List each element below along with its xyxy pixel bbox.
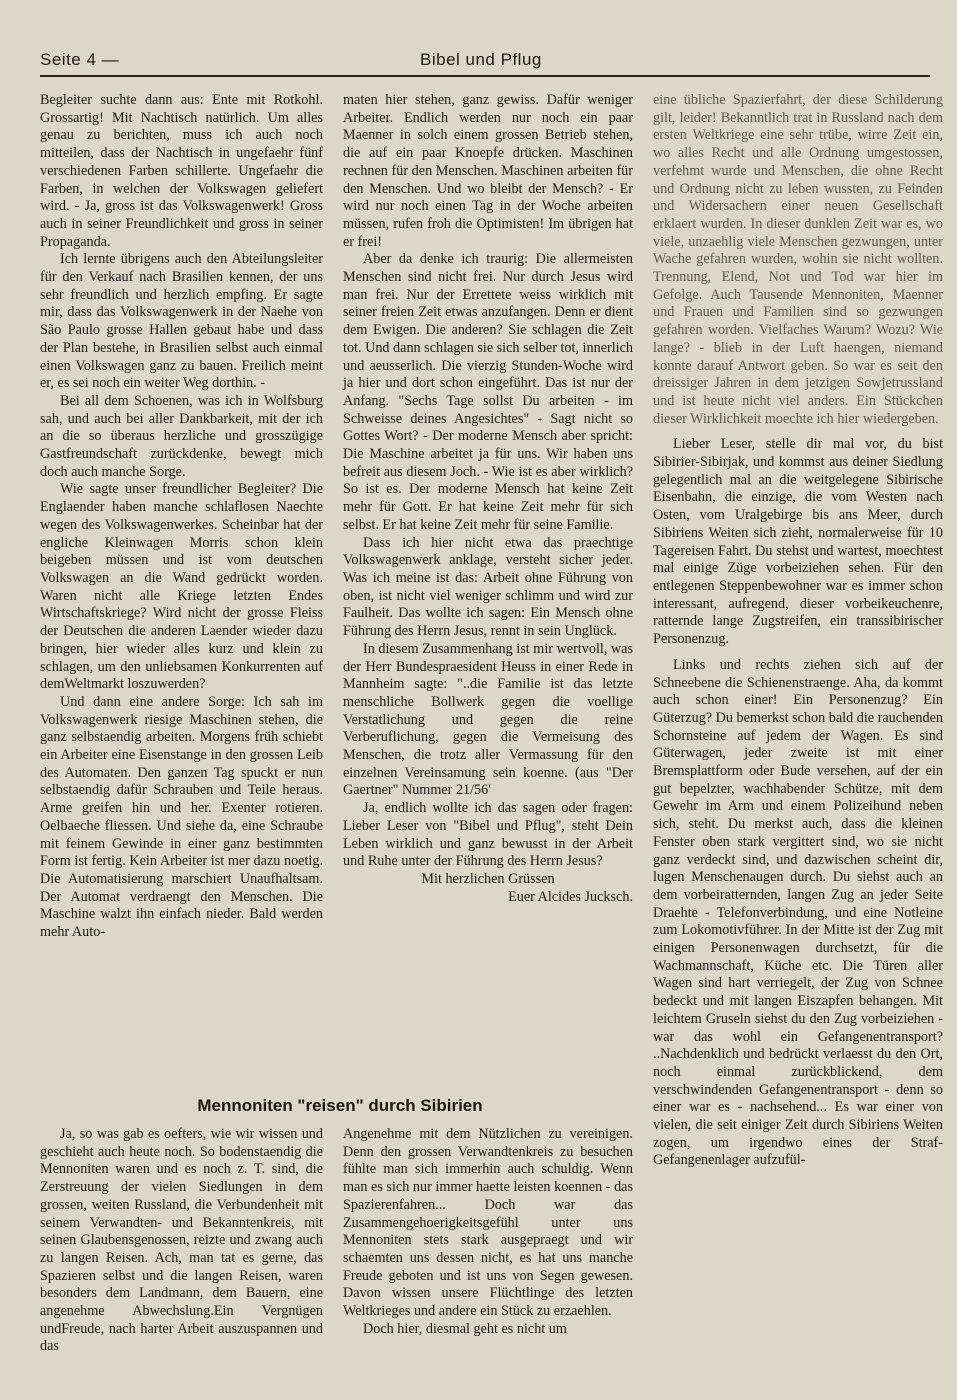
paragraph: Ja, so was gab es oefters, wie wir wissen und geschieht auch heute noch. So bodenstaendig die Mennoniten waren und es noch z. T. sind, die Zerstreuung der vielen Siedlungen in dem grossen, weiten Russland, die Verbundenheit mit seinem Verwandten- und Bekanntenkreis, mit seinen Glaubensgenossen, reizte und zwang auch zu langen Reisen. Ach, man tat es gerne, das Spazieren selbst und die langen Reisen, waren besonders dem Landmann, dem Bauern, eine angenehme Abwechslung.Ein Vergnügen undFreude, nach harter Arbeit auszuspannen und das — [40, 1126, 323, 1355]
paragraph: Links und rechts ziehen sich auf der Schneebene die Schienenstraenge. Aha, da kommt auch schon einer! Ein Personenzug? Ein Güterzug? Du bemerkst schon bald die rauchenden Schornsteine auf jedem der Wagen. Es sind Güterwagen, jeder zweite ist mit einer Bremsplattform oder Bude versehen, auf der ein gut bepelzter, wachhabender Schütze, mit dem Gewehr im Arm und einem Polizeihund neben sich, steht. Du merkst auch, dass die kleinen Fenster oben stark vergittert sind, wo sie nicht ganz verdeckt sind, und dazwischen scheint dir, lugen Menschenaugen durch. Du siehst auch an dem vorbeiratternden, langen Zug an jeder Seite Draehte - Telefonverbindung, und eine Notleine zum Lokomotivführer. In der Mitte ist der Zug mit einigen Personenwagen durchsetzt, für die Wachmannschaft, Küche etc. Die Türen aller Wagen sind hart verriegelt, der Zug von Schnee bedeckt und mit langen Eiszapfen behangen. Mit leichtem Gruseln siehst du den Zug vorbeiziehen - war das wohl ein Gefangenentransport? ..Nachdenklich und bedrückt verlaesst du den Ort, noch einmal zurückblickend, dem verschwindenden Gefangenentransport - denn so einer war es - nachsehend... Es war einer von vielen, die seit einiger Zeit durch Sibiriens Weiten zogen, um irgendwo eines der Straf-Gefangenenlager aufzufül- — [653, 656, 943, 1169]
article-column-1 — [40, 92, 323, 942]
paragraph: Angenehme mit dem Nützlichen zu vereinigen. Denn den grossen Verwandtenkreis zu besuchen fühlte man sich immerhin auch schuldig. Wenn man es sich nur immer haette leisten koennen - das Spazierenfahren... Doch war das Zusammengehoerigkeitsgefühl unter uns Mennoniten stets stark ausgepraegt und wir schaemten uns dessen nicht, es hat uns manche Freude geboten und ist uns von Segen gewesen. Davon wissen unsere Flüchtlinge des letzten Weltkrieges und andere ein Stück zu erzaehlen. — [343, 1126, 633, 1320]
author-signature: Euer Alcides Jucksch. — [508, 888, 633, 905]
article-column-2 — [343, 92, 633, 906]
paragraph: In diesem Zusammenhang ist mir wertvoll, was der Herr Bundespraesident Heuss in einer Rede in Mannheim sagte: "..die Familie ist das letzte menschliche Bollwerk gegen die voellige Verstatlichung und gegen die reine Verberuflichung, gegen die Vermeisung des Menschen, die trotz aller Vermassung für den einzelnen Vereinsamung sein koenne. (aus "Der Gaertner" Nummer 21/56' — [343, 640, 633, 799]
header-rule — [40, 75, 930, 77]
article2-column-3 — [653, 92, 943, 1170]
page-number: Seite 4 — — [40, 50, 120, 69]
page-header — [40, 50, 920, 78]
journal-title: Bibel und Pflug — [420, 50, 542, 69]
paragraph: Aber da denke ich traurig: Die allermeisten Menschen sind nicht frei. Nur durch Jesus wird man frei. Nur der Errettete weiss wirklich mit seiner freien Zeit etwas anzufangen. Denn er dient dem Ewigen. Die anderen? Sie schlagen die Zeit tot. Und dann schlagen sie sich selber tot, innerlich und aeusserlich. Die vierzig Stunden-Woche wird ja hier und dort schon eingeführt. Das ist nur der Anfang. "Sechs Tage sollst Du arbeiten - im Schweisse deines Angesichtes" - Sagt nicht so Gottes Wort? - Der moderne Mensch aber spricht: Die Maschine arbeitet ja für uns. Wir haben uns befreit aus diesem Joch. - Wie ist es aber wirklich? So ist es. Der moderne Mensch hat keine Zeit mehr für Gott. Er hat keine Zeit mehr für sich selbst. Er hat keine Zeit mehr für seine Familie. — [343, 251, 633, 533]
article2-column-1 — [40, 1126, 323, 1356]
paragraph: Und dann eine andere Sorge: Ich sah im Volkswagenwerk riesige Maschinen stehen, die ganz selbstaendig arbeiten. Morgens früh schiebt ein Arbeiter eine Eisenstange in den grossen Leib des Automaten. Den ganzen Tag spuckt er nun selbstaendig dafür Schrauben und Teile heraus. Arme greifen hin und her. Exenter rotieren. Oelbaeche fliessen. Und siehe da, eine Schraube mit feinem Gewinde in einer ganz bestimmten Form ist fertig. Kein Arbeiter ist mer dazu noetig. Die Automatisierung marschiert Unaufhaltsam. Der Automat verdraengt den Menschen. Die Maschine walzt ihn einfach nieder. Bald werden mehr Auto- — [40, 693, 323, 941]
paragraph: Begleiter suchte dann aus: Ente mit Rotkohl. Grossartig! Mit Nachtisch natürlich. Um alles genau zu berichten, muss ich auch noch mitteilen, dass der Nachtisch in ungefaehr fünf verschiedenen Farben schillerte. Ungefaehr die Farben, in welchen der Volkswagen geliefert wird. - Ja, gross ist das Volkswagenwerk! Gross auch in seiner Freundlichkeit und gross in seiner Propaganda. — [40, 92, 323, 250]
article-heading: Mennoniten "reisen" durch Sibirien — [197, 1096, 483, 1115]
paragraph: Lieber Leser, stelle dir mal vor, du bist Sibirier-Sibirjak, und kommst aus deiner Siedlung gelegentlich mal an die weitgelegene Sibirische Eisenbahn, die einzige, die vom Westen nach Osten, vom Uralgebirge bis ans Meer, durch Sibiriens Weiten sich zieht, normalerweise für 10 Tagereisen Fahrt. Du stehst und wartest, moechtest mal einige Züge vorbeiziehen sehen. Für den entlegenen Steppenbewohner war es immer schon interessant, aufregend, dieser vorbeikeuchenre, ratternde lange Zugstreifen, ein transsibirischer Personenzug. — [653, 436, 943, 648]
paragraph: Bei all dem Schoenen, was ich in Wolfsburg sah, und auch bei aller Dankbarkeit, mit der ich an die so überaus herzliche und grosszügige Gastfreundschaft zurückdenke, bewegt mich doch auch manche Sorge. — [40, 392, 323, 480]
closing-greeting: Mit herzlichen Grüssen — [421, 870, 555, 887]
paragraph: Dass ich hier nicht etwa das praechtige Volkswagenwerk anklage, versteht sicher jeder. Was ich meine ist das: Arbeit ohne Führung von oben, ist nicht viel weniger schlimm und wird zur Faulheit. Das wollte ich sagen: Ein Mensch ohne Führung des Herrn Jesus, rennt in sein Unglück. — [343, 534, 633, 640]
paragraph: Wie sagte unser freundlicher Begleiter? Die Englaender haben manche schlaflosen Naechte wegen des Volkswagenwerkes. Scheinbar hat der engliche Kleinwagen Morris schon klein beigeben müssen und ist vom deutschen Volkswagen an die Wand gedrückt worden. Waren nicht alle Kriege letzten Endes Wirtschaftskriege? Wird nicht der grosse Fleiss der Deutschen die anderen Laender wieder dazu bringen, hier wieder alles kurz und klein zu schlagen, um den unliebsamen Konkurrenten auf demWeltmarkt loszuwerden? — [40, 481, 323, 693]
paragraph: Doch hier, diesmal geht es nicht um — [363, 1320, 567, 1337]
paragraph: eine übliche Spazierfahrt, der diese Schilderung gilt, leider! Bekanntlich trat in Russland nach dem ersten Weltkriege eine sehr trübe, wirre Zeit ein, wo alles Recht und alle Ordnung umgestossen, verfehmt wurde und Menschen, die ohne Recht und Ordnung nicht zu leben wussten, zu Feinden und Widersachern einer neuen Gesellschaft erklaert wurden. In dieser dunklen Zeit war es, wo viele, unzaehlig viele Menschen gezwungen, unter Wache gefahren wurden, wohin sie nicht wollten. Trennung, Elend, Not und Tod war hier im Gefolge. Auch Tausende Mennoniten, Maenner und Frauen und Familien sind so gezwungen gefahren worden. Vielfaches Warum? Wozu? Wie lange? - blieb in der Luft haengen, niemand konnte darauf Antwort geben. So war es seit den dreissiger Jahren in dem jetzigen Sowjetrussland und ist heute nicht viel anders. Ein Stückchen dieser Wirklichkeit moechte ich hier wiedergeben. — [653, 92, 943, 427]
paragraph: Ja, endlich wollte ich das sagen oder fragen: Lieber Leser von "Bibel und Pflug", steht Dein Leben wirklich und ganz bewusst in der Arbeit und Ruhe unter der Führung des Herrn Jesus? — [343, 800, 633, 870]
paragraph: maten hier stehen, ganz gewiss. Dafür weniger Arbeiter. Endlich werden nur noch ein paar Maenner in solch einem grossen Betrieb stehen, die auf ein paar Knoepfe drücken. Maschinen rechnen für den Menschen. Maschinen arbeiten für den Menschen. Und wo bleibt der Mensch? - Er wird nur noch einen Tag in der Woche arbeiten müssen, rufen froh die Optimisten! Im übrigen hat er frei! — [343, 92, 633, 250]
paragraph: Ich lernte übrigens auch den Abteilungsleiter für den Verkauf nach Brasilien kennen, der uns sehr freundlich und herzlich empfing. Er sagte mir, dass das Volkswagenwerk in der Naehe von São Paulo grosse Hallen gebaut habe und dass der Plan bestehe, in Brasilien selbst auch einmal einen Volkswagen ganz zu bauen. Freilich meint er, es sei noch ein weiter Weg dorthin. - — [40, 251, 323, 392]
article2-column-2 — [343, 1126, 633, 1338]
